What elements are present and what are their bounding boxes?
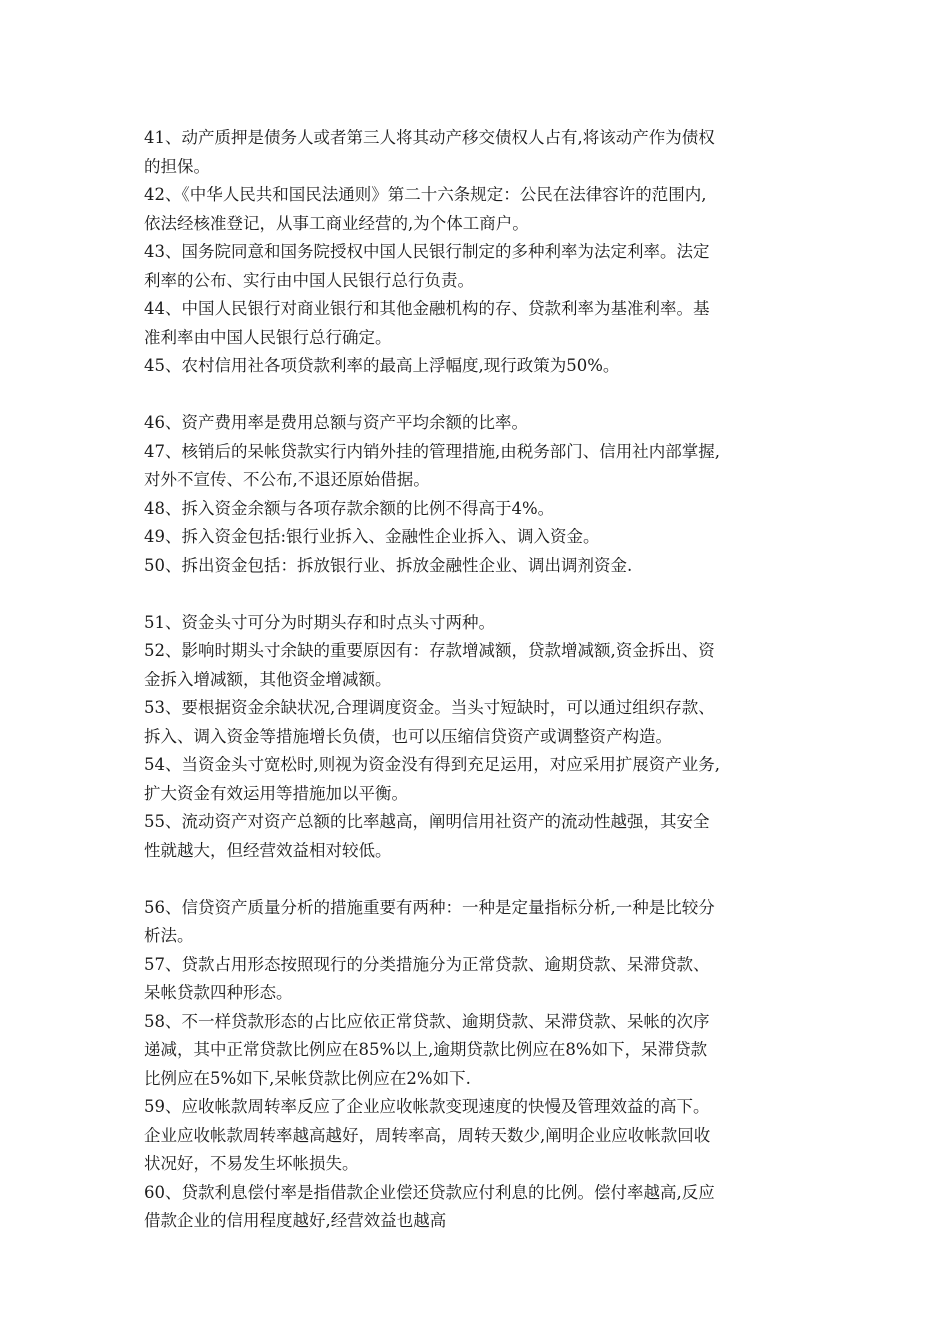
text-line: 50、拆出资金包括：拆放银行业、拆放金融性企业、调出调剂资金. bbox=[144, 555, 633, 575]
text-line: 47、核销后的呆帐贷款实行内销外挂的管理措施,由税务部门、信用社内部掌握, bbox=[144, 441, 720, 461]
text-line: 45、农村信用社各项贷款利率的最高上浮幅度,现行政策为50%。 bbox=[144, 356, 620, 375]
text-line: 拆入、调入资金等措施增长负债，也可以压缩信贷资产或调整资产构造。 bbox=[144, 726, 672, 746]
text-line: 析法。 bbox=[144, 926, 194, 945]
item-51 bbox=[144, 609, 816, 638]
text-line: 42、《中华人民共和国民法通则》第二十六条规定：公民在法律容许的范围内, bbox=[144, 185, 707, 204]
text-line: 52、影响时期头寸余缺的重要原因有：存款增减额，贷款增减额,资金拆出、资 bbox=[144, 641, 715, 660]
text-line: 51、资金头寸可分为时期头存和时点头寸两种。 bbox=[144, 612, 495, 632]
text-line: 41、动产质押是债务人或者第三人将其动产移交债权人占有,将该动产作为债权 bbox=[144, 128, 715, 147]
section-spacer bbox=[144, 580, 816, 609]
item-44 bbox=[144, 295, 816, 352]
text-line: 扩大资金有效运用等措施加以平衡。 bbox=[144, 783, 408, 803]
document-body bbox=[144, 124, 816, 1236]
item-46 bbox=[144, 409, 816, 438]
text-line: 依法经核准登记，从事工商业经营的,为个体工商户。 bbox=[144, 213, 529, 233]
text-line: 48、拆入资金余额与各项存款余额的比例不得高于4%。 bbox=[144, 498, 555, 518]
item-56 bbox=[144, 894, 816, 951]
text-line: 59、应收帐款周转率反应了企业应收帐款变现速度的快慢及管理效益的高下。 bbox=[144, 1097, 710, 1116]
text-line: 借款企业的信用程度越好,经营效益也越高 bbox=[144, 1211, 447, 1230]
item-55 bbox=[144, 808, 816, 865]
text-line: 43、国务院同意和国务院授权中国人民银行制定的多种利率为法定利率。法定 bbox=[144, 242, 710, 261]
text-line: 比例应在5%如下,呆帐贷款比例应在2%如下. bbox=[144, 1068, 471, 1088]
text-line: 54、当资金头寸宽松时,则视为资金没有得到充足运用，对应采用扩展资产业务, bbox=[144, 755, 720, 774]
item-52 bbox=[144, 637, 816, 694]
item-58 bbox=[144, 1008, 816, 1094]
text-line: 呆帐贷款四种形态。 bbox=[144, 983, 293, 1002]
item-53 bbox=[144, 694, 816, 751]
text-line: 46、资产费用率是费用总额与资产平均余额的比率。 bbox=[144, 413, 528, 432]
item-42 bbox=[144, 181, 816, 238]
section-spacer bbox=[144, 381, 816, 410]
text-line: 对外不宣传、不公布,不退还原始借据。 bbox=[144, 470, 430, 489]
text-line: 44、中国人民银行对商业银行和其他金融机构的存、贷款利率为基准利率。基 bbox=[144, 299, 710, 318]
text-line: 56、信贷资产质量分析的措施重要有两种：一种是定量指标分析,一种是比较分 bbox=[144, 897, 715, 917]
item-43 bbox=[144, 238, 816, 295]
text-line: 的担保。 bbox=[144, 156, 210, 176]
item-41 bbox=[144, 124, 816, 181]
text-line: 60、贷款利息偿付率是指借款企业偿还贷款应付利息的比例。偿付率越高,反应 bbox=[144, 1182, 715, 1202]
item-45 bbox=[144, 352, 816, 381]
item-60 bbox=[144, 1179, 816, 1236]
text-line: 49、拆入资金包括:银行业拆入、金融性企业拆入、调入资金。 bbox=[144, 527, 600, 546]
text-line: 利率的公布、实行由中国人民银行总行负责。 bbox=[144, 270, 474, 290]
item-47 bbox=[144, 438, 816, 495]
text-line: 55、流动资产对资产总额的比率越高，阐明信用社资产的流动性越强，其安全 bbox=[144, 812, 710, 831]
text-line: 金拆入增减额，其他资金增减额。 bbox=[144, 669, 392, 689]
item-59 bbox=[144, 1093, 816, 1179]
text-line: 状况好，不易发生坏帐损失。 bbox=[144, 1154, 359, 1173]
text-line: 57、贷款占用形态按照现行的分类措施分为正常贷款、逾期贷款、呆滞贷款、 bbox=[144, 954, 710, 974]
section-spacer bbox=[144, 865, 816, 894]
item-54 bbox=[144, 751, 816, 808]
text-line: 准利率由中国人民银行总行确定。 bbox=[144, 327, 392, 347]
item-49 bbox=[144, 523, 816, 552]
item-48 bbox=[144, 495, 816, 524]
item-57 bbox=[144, 951, 816, 1008]
text-line: 58、不一样贷款形态的占比应依正常贷款、逾期贷款、呆滞贷款、呆帐的次序 bbox=[144, 1011, 710, 1031]
text-line: 53、要根据资金余缺状况,合理调度资金。当头寸短缺时，可以通过组织存款、 bbox=[144, 698, 715, 717]
text-line: 企业应收帐款周转率越高越好，周转率高，周转天数少,阐明企业应收帐款回收 bbox=[144, 1125, 711, 1145]
text-line: 递减，其中正常贷款比例应在85%以上,逾期贷款比例应在8%如下，呆滞贷款 bbox=[144, 1040, 708, 1059]
text-line: 性就越大，但经营效益相对较低。 bbox=[144, 840, 392, 860]
item-50 bbox=[144, 552, 816, 581]
